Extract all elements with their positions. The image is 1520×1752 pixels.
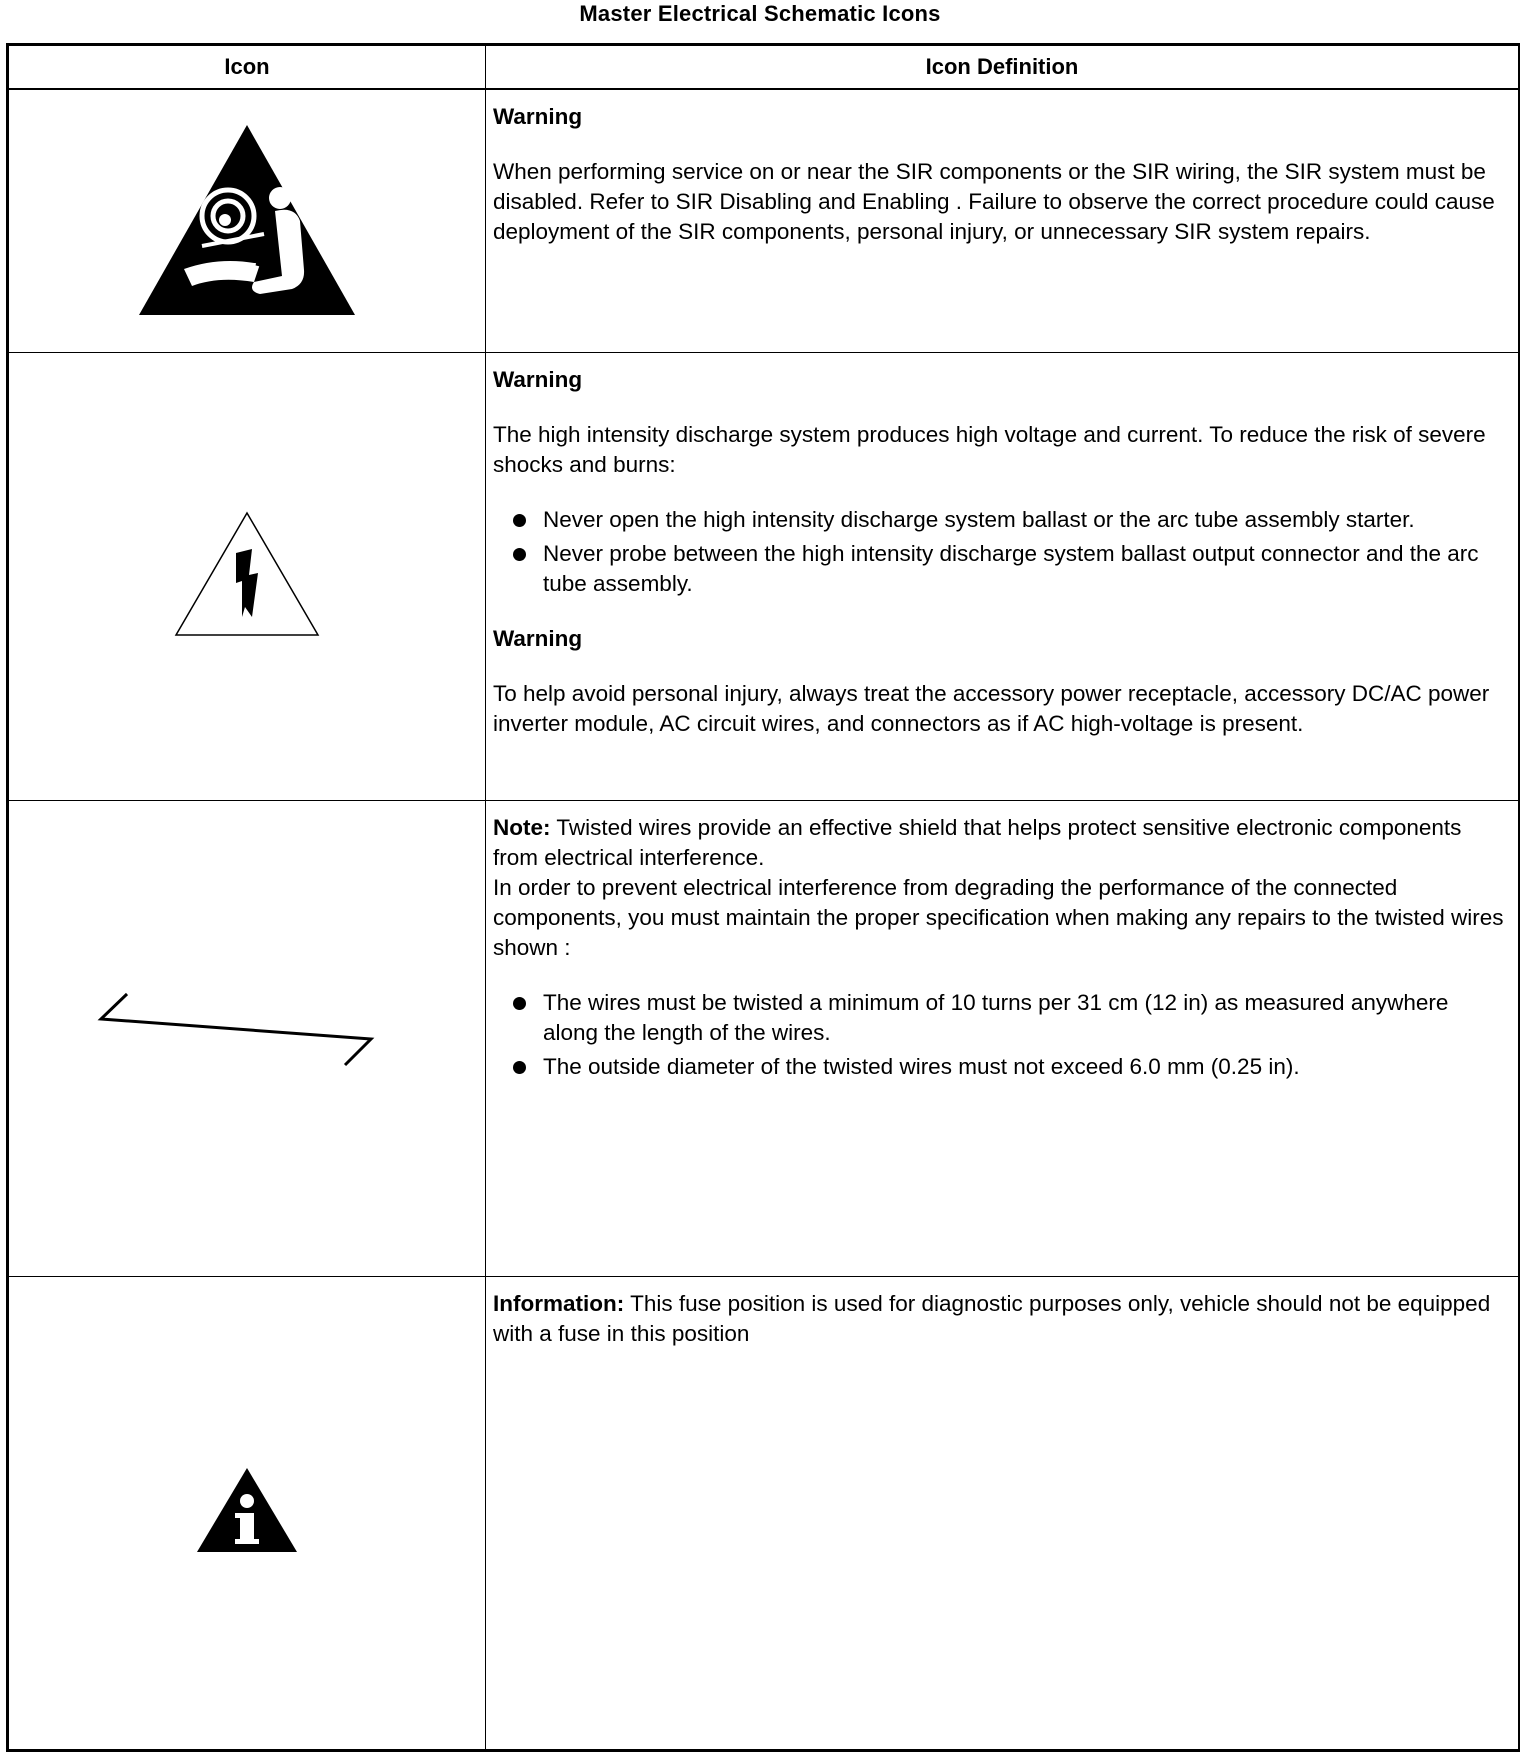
warning-heading: Warning [493, 366, 583, 392]
warning-heading: Warning [493, 104, 583, 129]
list-item: Never open the high intensity discharge system ballast or the arc tube assembly starter. [493, 505, 1508, 535]
table-row [8, 89, 1520, 352]
note-text: Twisted wires provide an effective shield that helps protect sensitive electronic components from electrical interference. [493, 814, 1462, 870]
list-item: Never probe between the high intensity discharge system ballast output connector and the arc tube assembly. [493, 539, 1508, 599]
table-header-row [8, 45, 1520, 90]
airbag-warning-icon [132, 118, 362, 318]
definition-column-header: Icon Definition [486, 45, 1520, 90]
information-text: This fuse position is used for diagnostic purposes only, vehicle should not be equipped with a fuse in this position [493, 1290, 1491, 1346]
definition-cell [486, 1276, 1520, 1750]
definition-text: To help avoid personal injury, always treat the accessory power receptacle, accessory DC/AC power inverter module, AC circuit wires, and connectors as if AC high-voltage is present. [493, 680, 1490, 736]
icon-definition-table [6, 43, 1520, 1752]
definition-text: In order to prevent electrical interference from degrading the performance of the connected components, you must maintain the proper specification when making any repairs to the twisted wires shown : [493, 874, 1504, 960]
note-label: Note: [493, 814, 551, 840]
definition-text [493, 1289, 1508, 1349]
definition-text [493, 813, 1508, 873]
information-label: Information: [493, 1290, 625, 1316]
icon-column-header: Icon [8, 45, 486, 90]
page-title: Master Electrical Schematic Icons [579, 1, 941, 26]
definition-text: When performing service on or near the SIR components or the SIR wiring, the SIR system must be disabled. Refer to SIR Disabling and Enabling . Failure to observe the correct procedure could cause deployment of the SIR components, personal injury, or unnecessary SIR system repairs. [493, 159, 1495, 244]
bullet-list [493, 988, 1508, 1082]
twisted-wire-icon [97, 986, 397, 1086]
icon-cell [8, 352, 486, 800]
list-item: The wires must be twisted a minimum of 10 turns per 31 cm (12 in) as measured anywhere along the length of the wires. [493, 988, 1508, 1048]
high-voltage-warning-icon [172, 509, 322, 639]
list-item: The outside diameter of the twisted wires must not exceed 6.0 mm (0.25 in). [493, 1052, 1508, 1082]
information-icon [195, 1465, 299, 1555]
definition-cell [486, 89, 1520, 352]
icon-cell [8, 89, 486, 352]
table-row [8, 1276, 1520, 1750]
warning-heading: Warning [493, 625, 583, 651]
table-row [8, 800, 1520, 1276]
icon-cell [8, 800, 486, 1276]
definition-cell [486, 352, 1520, 800]
definition-text: The high intensity discharge system produces high voltage and current. To reduce the risk of severe shocks and burns: [493, 421, 1486, 477]
bullet-list [493, 505, 1508, 599]
table-row [8, 352, 1520, 800]
icon-cell [8, 1276, 486, 1750]
definition-cell [486, 800, 1520, 1276]
